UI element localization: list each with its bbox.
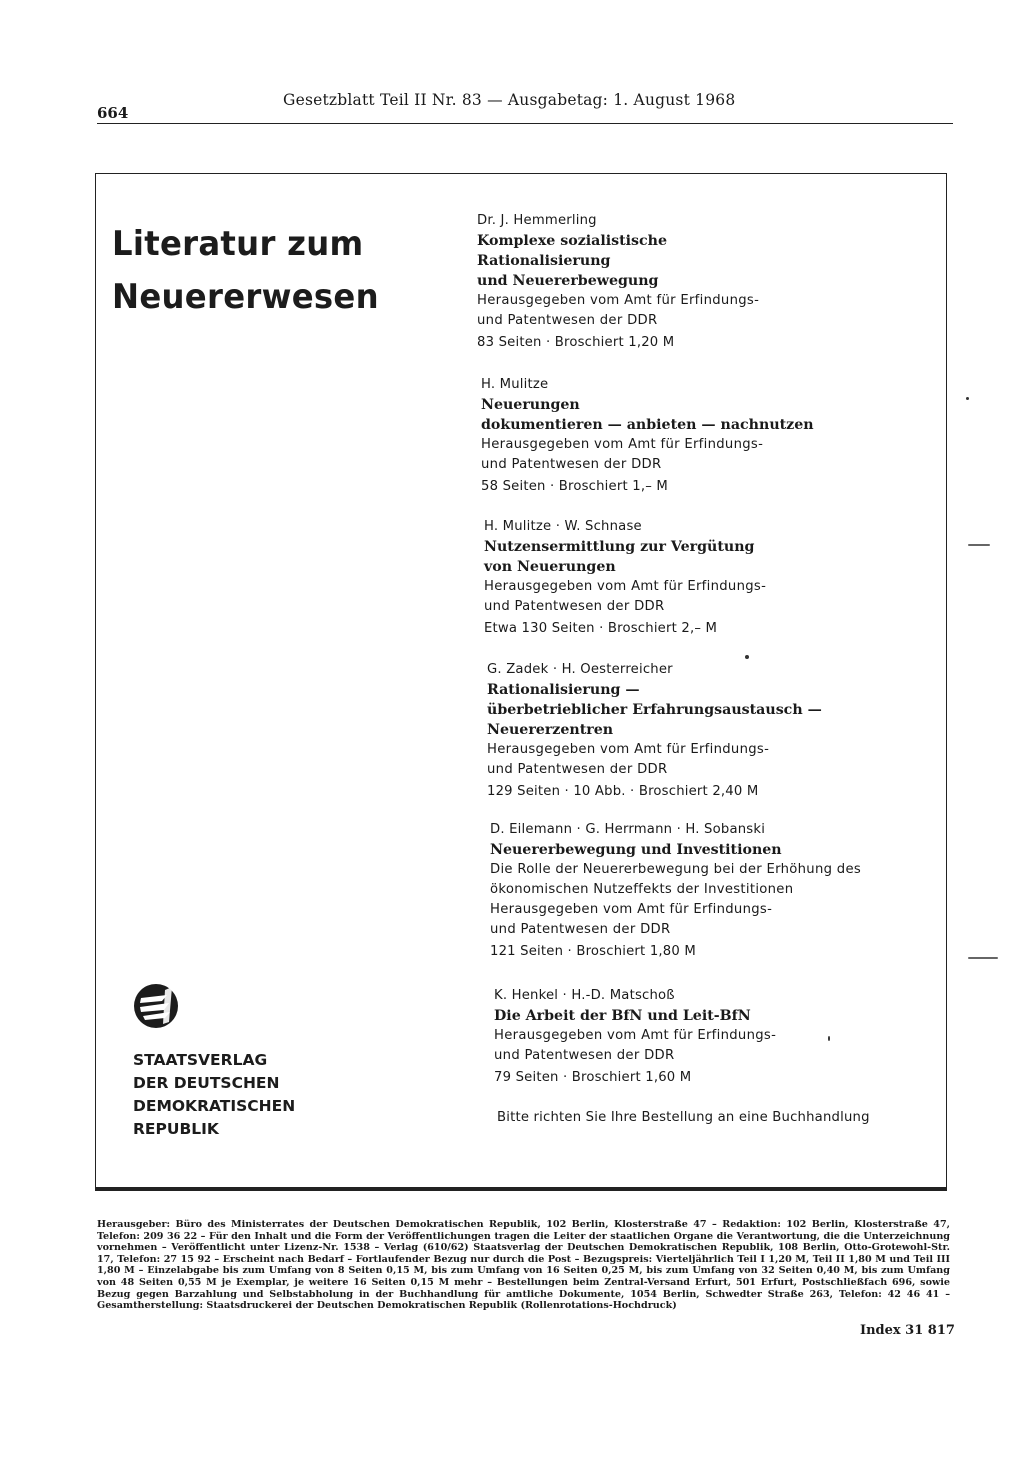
- advertisement-title: [112, 218, 379, 324]
- book-entry: [487, 660, 927, 802]
- book-entry: [494, 986, 934, 1088]
- book-title-line: Die Arbeit der BfN und Leit-BfN: [494, 1008, 751, 1024]
- page-number: 664: [97, 104, 129, 122]
- scan-speck: [966, 397, 969, 400]
- book-editor-line: und Patentwesen der DDR: [494, 1048, 675, 1063]
- book-authors: D. Eilemann · G. Herrmann · H. Sobanski: [490, 822, 766, 837]
- publisher-name: [133, 1049, 295, 1141]
- book-entry: [481, 375, 921, 497]
- imprint: Herausgeber: Büro des Ministerrates der Deutschen Demokratischen Republik, 102 Berlin, Klosterstraße 47 – Redaktion: 102 Berlin, Klosterstraße 47, Telefon: 209 36 22 – Für den Inhalt und die Form der Veröffentlichungen tragen die Leiter der staatlichen Organe die Verantwortung, die die Unterzeichnung vornehmen – Veröffentlicht unter Lizenz-Nr. 1538 – Verlag (610/62) Staatsverlag der Deutschen Demokratischen Republik, 108 Berlin, Otto-Grotewohl-Str. 17, Telefon: 27 15 92 – Erscheint nach Bedarf – Fortlaufender Bezug nur durch die Post – Bezugspreis: Vierteljährlich Teil I 1,20 M, Teil II 1,80 M und Teil III 1,80 M – Einzelabgabe bis zum Umfang von 8 Seiten 0,15 M, bis zum Umfang von 16 Seiten 0,25 M, bis zum Umfang von 32 Seiten 0,40 M, bis zum Umfang von 48 Seiten 0,55 M je Exemplar, je weitere 16 Seiten 0,15 M mehr – Bestellungen beim Zentral-Versand Erfurt, 501 Erfurt, Postschließfach 696, sowie Bezug gegen Barzahlung und Selbstabholung in der Buchhandlung für amtliche Dokumente, 1054 Berlin, Schwedter Straße 263, Telefon: 42 46 41 – Gesamtherstellung: Staatsdruckerei der Deutschen Demokratischen Republik (Rollenrotations-Hochdruck): [97, 1219, 950, 1312]
- book-editor-line: und Patentwesen der DDR: [481, 457, 662, 472]
- book-editor-line: und Patentwesen der DDR: [484, 599, 665, 614]
- scan-speck: [828, 1036, 830, 1041]
- scan-speck: [968, 544, 990, 546]
- book-entry: [484, 517, 924, 639]
- book-editor-line: Herausgegeben vom Amt für Erfindungs-: [490, 902, 773, 917]
- book-title-line: Nutzensermittlung zur Vergütung: [484, 539, 755, 555]
- book-authors: H. Mulitze: [481, 377, 549, 392]
- book-title-line: Neuerungen: [481, 397, 580, 413]
- book-title-line: Komplexe sozialistische: [477, 233, 668, 249]
- advertisement-title-line: Literatur zum: [112, 224, 364, 264]
- book-details: 58 Seiten · Broschiert 1,– M: [481, 479, 668, 494]
- book-title-line: überbetrieblicher Erfahrungsaustausch —: [487, 702, 822, 718]
- scan-speck: [745, 655, 749, 659]
- book-title-line: Rationalisierung: [477, 253, 611, 269]
- book-editor-line: Herausgegeben vom Amt für Erfindungs-: [481, 437, 764, 452]
- book-editor-line: Herausgegeben vom Amt für Erfindungs-: [487, 742, 770, 757]
- running-header: Gesetzblatt Teil II Nr. 83 — Ausgabetag: 1. August 1968: [283, 91, 736, 109]
- index-number: Index 31 817: [860, 1323, 955, 1338]
- advertisement-title-line: Neuererwesen: [112, 277, 379, 317]
- book-entry: [490, 820, 930, 962]
- order-note: Bitte richten Sie Ihre Bestellung an eine Buchhandlung: [497, 1110, 870, 1125]
- publisher-name-line: DER DEUTSCHEN: [133, 1074, 280, 1092]
- book-title-line: von Neuerungen: [484, 559, 616, 575]
- header-rule: [97, 123, 953, 124]
- book-entry: [477, 211, 917, 353]
- book-editor-line: und Patentwesen der DDR: [490, 922, 671, 937]
- book-editor-line: Herausgegeben vom Amt für Erfindungs-: [477, 293, 760, 308]
- book-title-line: Rationalisierung —: [487, 682, 640, 698]
- book-editor-line: und Patentwesen der DDR: [477, 313, 658, 328]
- book-title-line: und Neuererbewegung: [477, 273, 659, 289]
- publisher-logo-icon: [131, 982, 181, 1030]
- book-details: Etwa 130 Seiten · Broschiert 2,– M: [484, 621, 718, 636]
- book-authors: Dr. J. Hemmerling: [477, 213, 597, 228]
- book-description-line: Die Rolle der Neuererbewegung bei der Erhöhung des: [490, 862, 862, 877]
- book-editor-line: Herausgegeben vom Amt für Erfindungs-: [484, 579, 767, 594]
- book-authors: K. Henkel · H.-D. Matschoß: [494, 988, 675, 1003]
- book-title-line: Neuererbewegung und Investitionen: [490, 842, 782, 858]
- book-title-line: Neuererzentren: [487, 722, 614, 738]
- publisher-name-line: DEMOKRATISCHEN: [133, 1097, 296, 1115]
- book-details: 121 Seiten · Broschiert 1,80 M: [490, 944, 696, 959]
- book-title-line: dokumentieren — anbieten — nachnutzen: [481, 417, 814, 433]
- book-authors: G. Zadek · H. Oesterreicher: [487, 662, 673, 677]
- book-details: 129 Seiten · 10 Abb. · Broschiert 2,40 M: [487, 784, 759, 799]
- book-details: 79 Seiten · Broschiert 1,60 M: [494, 1070, 692, 1085]
- publisher-name-line: REPUBLIK: [133, 1120, 219, 1138]
- book-authors: H. Mulitze · W. Schnase: [484, 519, 642, 534]
- publisher-name-line: STAATSVERLAG: [133, 1051, 268, 1069]
- book-editor-line: und Patentwesen der DDR: [487, 762, 668, 777]
- book-description-line: ökonomischen Nutzeffekts der Investitionen: [490, 882, 794, 897]
- book-editor-line: Herausgegeben vom Amt für Erfindungs-: [494, 1028, 777, 1043]
- book-details: 83 Seiten · Broschiert 1,20 M: [477, 335, 675, 350]
- scan-speck: [968, 957, 998, 959]
